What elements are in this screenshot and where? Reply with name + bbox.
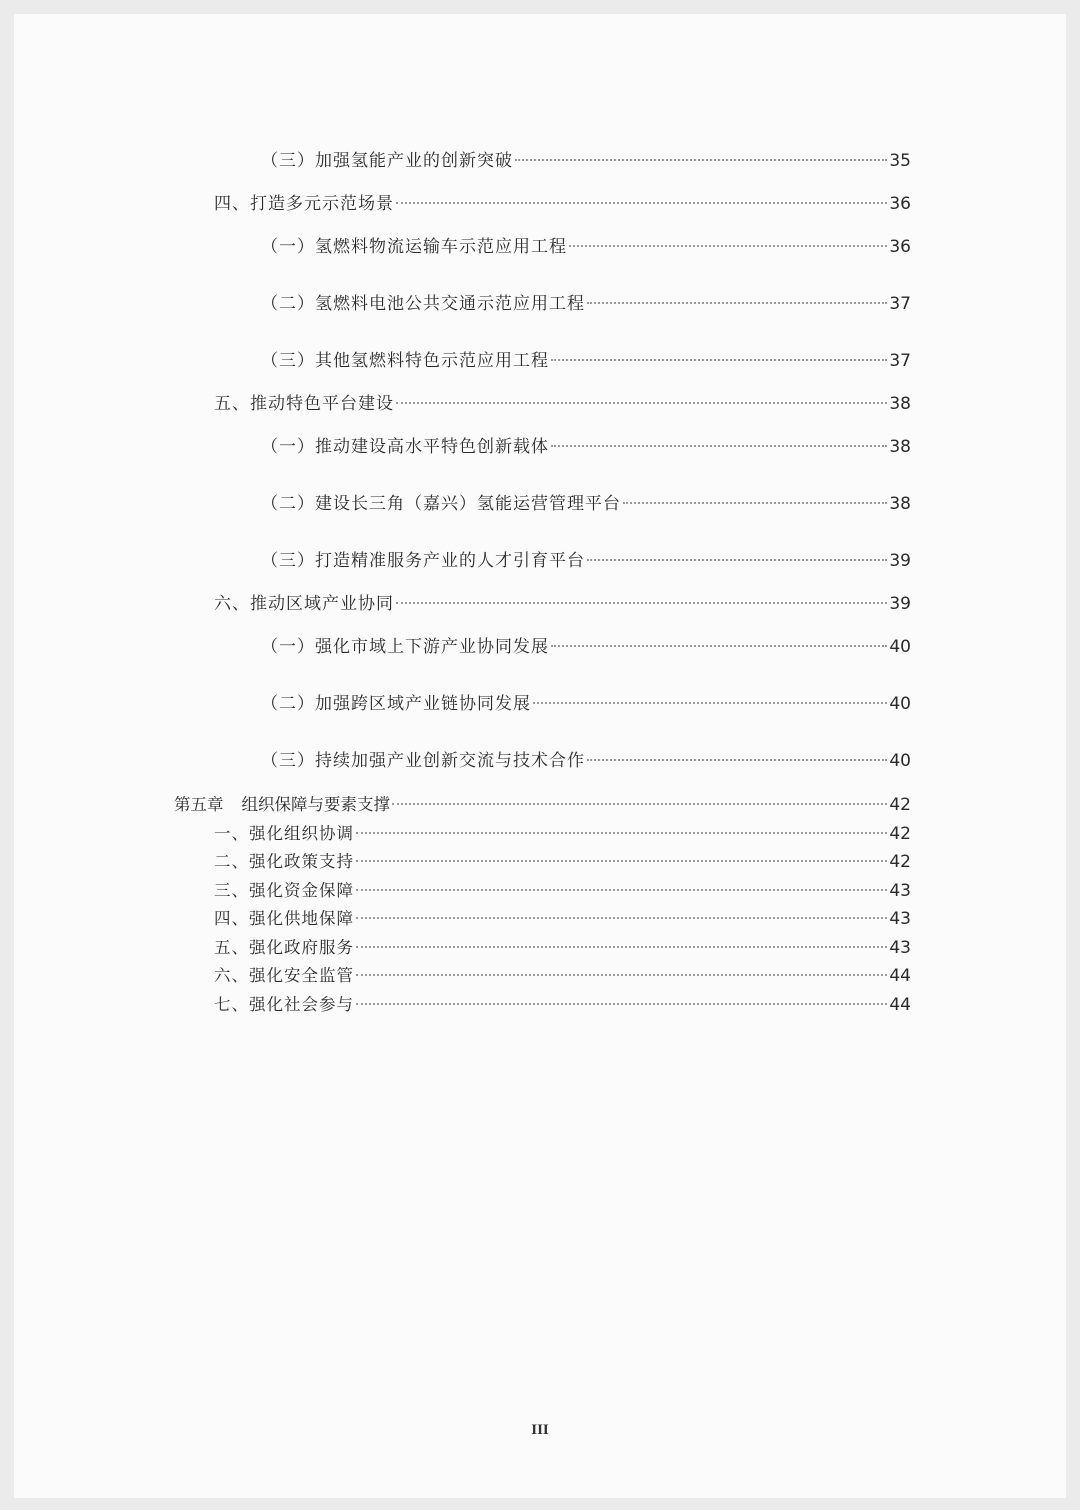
toc-entry-label: 六、强化安全监管 [214,966,354,985]
toc-entry[interactable] [261,350,911,372]
toc-entry[interactable] [261,636,911,658]
toc-entry[interactable] [214,909,911,929]
toc-leader-dots [587,302,887,304]
toc-entry-label: （二）加强跨区域产业链协同发展 [261,694,531,714]
toc-entry-label: 五、强化政府服务 [214,938,354,957]
toc-entry[interactable] [214,852,911,872]
toc-entry[interactable] [214,593,911,615]
toc-entry-label: 七、强化社会参与 [214,995,354,1014]
toc-leader-dots [623,502,887,504]
toc-entry-label: （三）加强氢能产业的创新突破 [261,151,513,171]
toc-entry-page: 37 [889,294,911,314]
toc-leader-dots [396,402,887,404]
toc-entry-page: 35 [889,151,911,171]
document-page [14,14,1066,1498]
toc-entry-page: 42 [889,824,911,844]
toc-leader-dots [356,917,887,919]
toc-entry-label: 五、推动特色平台建设 [214,394,394,414]
toc-leader-dots [587,559,887,561]
toc-chapter-label [174,795,390,815]
toc-entry[interactable] [261,493,911,515]
toc-entry-label: 四、打造多元示范场景 [214,194,394,214]
toc-entry-page: 42 [889,852,911,872]
toc-entry-label: 四、强化供地保障 [214,909,354,928]
toc-entry-page: 43 [889,881,911,901]
toc-entry-page: 39 [889,594,911,614]
toc-entry-label: 六、推动区域产业协同 [214,594,394,614]
toc-entry-label: （三）其他氢燃料特色示范应用工程 [261,351,549,371]
toc-entry-page: 43 [889,909,911,929]
toc-leader-dots [551,445,887,447]
toc-entry-page: 40 [889,751,911,771]
toc-entry[interactable] [214,824,911,844]
toc-leader-dots [515,159,887,161]
toc-leader-dots [356,860,887,862]
toc-entry-page: 39 [889,551,911,571]
toc-leader-dots [587,759,887,761]
toc-entry[interactable] [214,393,911,415]
toc-entry[interactable] [261,693,911,715]
toc-entry-label: 一、强化组织协调 [214,824,354,843]
toc-leader-dots [356,1003,887,1005]
toc-leader-dots [551,359,887,361]
toc-entry-page: 38 [889,437,911,457]
toc-entry-page: 38 [889,394,911,414]
toc-entry-label: （一）强化市域上下游产业协同发展 [261,637,549,657]
toc-entry-label: 三、强化资金保障 [214,881,354,900]
toc-leader-dots [396,202,887,204]
toc-entry[interactable] [261,236,911,258]
toc-leader-dots [356,974,887,976]
toc-entry[interactable] [261,150,911,172]
toc-entry[interactable] [214,938,911,958]
toc-entry-page: 42 [889,795,911,815]
toc-entry-label: （一）推动建设高水平特色创新载体 [261,437,549,457]
toc-leader-dots [356,832,887,834]
toc-entry-page: 38 [889,494,911,514]
chapter-title: 组织保障与要素支撑 [241,795,390,814]
toc-entry-label: （三）打造精准服务产业的人才引育平台 [261,551,585,571]
toc-leader-dots [533,702,887,704]
toc-entry-page: 40 [889,694,911,714]
toc-entry-label: （二）氢燃料电池公共交通示范应用工程 [261,294,585,314]
toc-entry[interactable] [214,995,911,1015]
toc-leader-dots [356,946,887,948]
toc-entry[interactable] [214,881,911,901]
toc-leader-dots [569,245,887,247]
toc-entry-page: 36 [889,194,911,214]
toc-entry[interactable] [261,750,911,772]
chapter-number: 第五章 [174,795,224,814]
toc-entry-page: 36 [889,237,911,257]
toc-leader-dots [396,602,887,604]
toc-entry-label: （一）氢燃料物流运输车示范应用工程 [261,237,567,257]
toc-entry[interactable] [261,550,911,572]
page-number: III [531,1422,549,1438]
toc-entry-page: 43 [889,938,911,958]
toc-leader-dots [392,803,887,805]
toc-entry-label: 二、强化政策支持 [214,852,354,871]
toc-entry-page: 44 [889,995,911,1015]
toc-leader-dots [356,889,887,891]
toc-entry[interactable] [214,193,911,215]
toc-leader-dots [551,645,887,647]
toc-entry-page: 44 [889,966,911,986]
toc-entry[interactable] [261,293,911,315]
toc-entry-label: （三）持续加强产业创新交流与技术合作 [261,751,585,771]
toc-entry-page: 40 [889,637,911,657]
toc-chapter-entry[interactable] [174,795,911,815]
toc-entry-page: 37 [889,351,911,371]
toc-entry[interactable] [261,436,911,458]
toc-entry[interactable] [214,966,911,986]
toc-entry-label: （二）建设长三角（嘉兴）氢能运营管理平台 [261,494,621,514]
